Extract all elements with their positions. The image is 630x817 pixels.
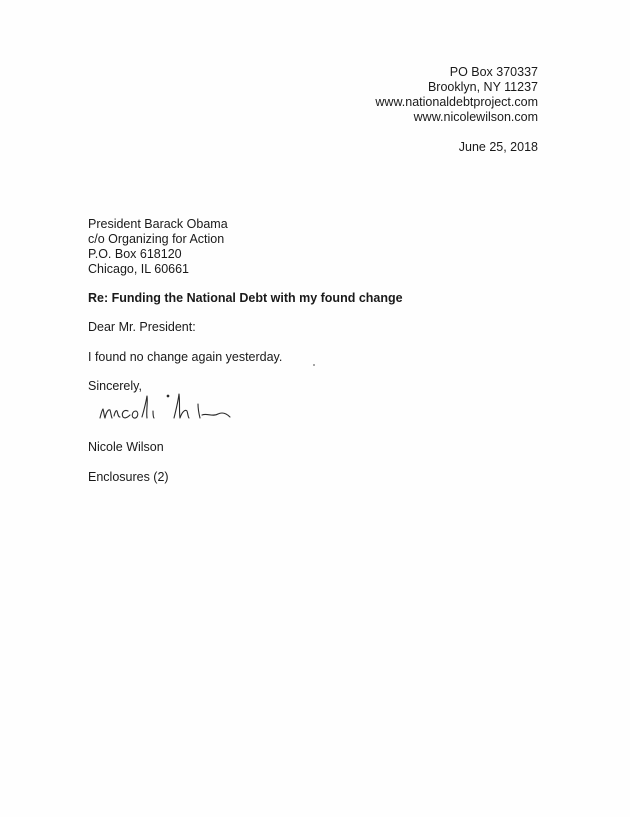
recipient-city: Chicago, IL 60661	[88, 262, 190, 276]
enclosures-note: Enclosures (2)	[88, 470, 169, 484]
letter-date: June 25, 2018	[458, 140, 538, 154]
body-text: I found no change again yesterday.	[88, 350, 283, 364]
sender-address-line1: PO Box 370337	[449, 65, 538, 79]
handwritten-signature	[96, 390, 246, 430]
recipient-name: President Barack Obama	[88, 217, 228, 231]
recipient-care-of: c/o Organizing for Action	[88, 232, 225, 246]
signer-name: Nicole Wilson	[88, 440, 164, 454]
closing: Sincerely,	[88, 379, 142, 393]
sender-website-1: www.nationaldebtproject.com	[375, 95, 538, 109]
recipient-po-box: P.O. Box 618120	[88, 247, 182, 261]
sender-address-line2: Brooklyn, NY 11237	[427, 80, 538, 94]
scan-speck	[313, 364, 315, 366]
salutation: Dear Mr. President:	[88, 320, 196, 334]
subject-line: Re: Funding the National Debt with my found change	[88, 291, 403, 305]
sender-website-2: www.nicolewilson.com	[413, 110, 538, 124]
